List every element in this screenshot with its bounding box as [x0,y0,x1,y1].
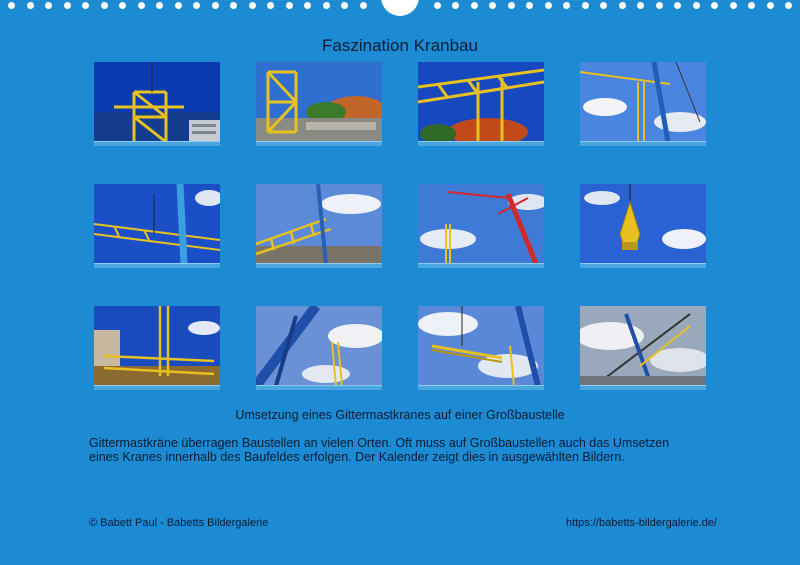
binding-hole [82,2,89,9]
binding-hole [175,2,182,9]
mobile-crane-lift-photo[interactable] [94,184,220,268]
jib-in-air-photo[interactable] [418,306,544,390]
crane-jib-closeup-photo[interactable] [418,62,544,146]
binding-hole [341,2,348,9]
assembled-crane-photo[interactable] [94,306,220,390]
binding-hole [489,2,496,9]
red-mobile-crane-photo[interactable] [418,184,544,268]
binding-hole [267,2,274,9]
binding-hole [767,2,774,9]
binding-hole [119,2,126,9]
binding-hole [711,2,718,9]
binding-hole [101,2,108,9]
crane-sections-ground-photo[interactable] [256,184,382,268]
suspended-crane-top-photo[interactable] [580,184,706,268]
blue-boom-lift-photo[interactable] [256,306,382,390]
binding-hole [693,2,700,9]
binding-hole [674,2,681,9]
binding-hole [434,2,441,9]
description-line: eines Kranes innerhalb des Baufeldes erfolgen. Der Kalender zeigt dies in ausgewählten Bildern. [89,450,625,464]
binding-hole [637,2,644,9]
binding-hole [323,2,330,9]
binding-hole [471,2,478,9]
binding-hole [785,2,792,9]
binding-hole [360,2,367,9]
binding-hole [656,2,663,9]
tower-crane-clouds-photo[interactable] [580,62,706,146]
calendar-description [89,436,729,464]
binding-hole [600,2,607,9]
binding-hole [563,2,570,9]
binding-hole [138,2,145,9]
website-link[interactable]: https://babetts-bildergalerie.de/ [565,517,717,529]
binding-hole [526,2,533,9]
binding-hole [212,2,219,9]
binding-hole [230,2,237,9]
binding-hole [64,2,71,9]
binding-hole [286,2,293,9]
binding-hole [156,2,163,9]
copyright-credit: © Babett Paul - Babetts Bildergalerie [89,517,269,529]
binding-hole [8,2,15,9]
description-line: Gittermastkräne überragen Baustellen an vielen Orten. Oft muss auf Großbaustellen auch das Umsetzen [89,436,670,450]
binding-hole [249,2,256,9]
binding-hole [304,2,311,9]
binding-hole [27,2,34,9]
calendar-subtitle: Umsetzung eines Gittermastkranes auf einer Großbaustelle [235,408,565,422]
binding-hole [730,2,737,9]
binding-hole [45,2,52,9]
binding-hole [582,2,589,9]
binding-hole [193,2,200,9]
crossing-booms-photo[interactable] [580,306,706,390]
binding-hole [545,2,552,9]
crane-on-ground-photo[interactable] [256,62,382,146]
binding-hole [508,2,515,9]
binding-hole [748,2,755,9]
binding-hole [452,2,459,9]
photo-grid [94,62,706,394]
crane-mast-section-photo[interactable] [94,62,220,146]
page-title: Faszination Kranbau [322,36,478,55]
binding-hole [619,2,626,9]
